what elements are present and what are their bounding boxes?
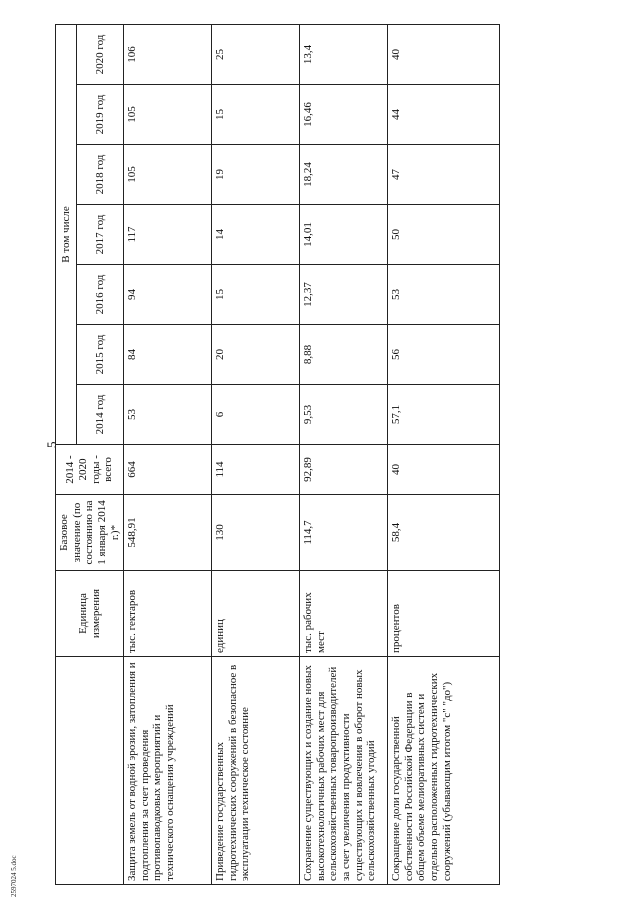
- year-value-cell: 40: [388, 25, 500, 85]
- header-year: 2018 год: [76, 145, 123, 205]
- base-value-cell: 548,91: [124, 495, 212, 571]
- year-value-cell: 18,24: [300, 145, 388, 205]
- year-value-cell: 47: [388, 145, 500, 205]
- year-value-cell: 25: [212, 25, 300, 85]
- year-value-cell: 53: [388, 265, 500, 325]
- base-value-cell: 58,4: [388, 495, 500, 571]
- header-year: 2017 год: [76, 205, 123, 265]
- year-value-cell: 105: [124, 85, 212, 145]
- header-year: 2020 год: [76, 25, 123, 85]
- indicator-cell: Приведение государственных гидротехнических сооружений в безопасное в эксплуатации техническое состояние: [212, 657, 300, 885]
- header-including: В том числе: [56, 25, 77, 445]
- year-value-cell: 8,88: [300, 325, 388, 385]
- year-value-cell: 19: [212, 145, 300, 205]
- table-row: [212, 25, 300, 885]
- header-year: 2016 год: [76, 265, 123, 325]
- base-value-cell: 114,7: [300, 495, 388, 571]
- header-unit: Единица измерения: [56, 571, 124, 657]
- table-row: [300, 25, 388, 885]
- year-value-cell: 15: [212, 85, 300, 145]
- total-cell: 664: [124, 445, 212, 495]
- year-value-cell: 9,53: [300, 385, 388, 445]
- total-cell: 114: [212, 445, 300, 495]
- header-indicator-empty: [56, 657, 124, 885]
- table-row: [388, 25, 500, 885]
- header-base-value: Базовое значение (по состоянию на 1 января 2014 г.)*: [56, 495, 124, 571]
- rotated-table-frame: [55, 25, 575, 885]
- footer-file-code: 2597024 5.doc: [10, 855, 18, 897]
- indicators-table: [55, 24, 500, 885]
- unit-cell: единиц: [212, 571, 300, 657]
- year-value-cell: 117: [124, 205, 212, 265]
- year-value-cell: 53: [124, 385, 212, 445]
- year-value-cell: 44: [388, 85, 500, 145]
- indicator-cell: Сохранение существующих и создание новых высокотехнологичных рабочих мест для сельскохозяйственных товаропроизводителей за счет увеличения продуктивности существующих и вовлечения в оборот новых сельскохозяйственных угодий: [300, 657, 388, 885]
- year-value-cell: 50: [388, 205, 500, 265]
- year-value-cell: 14,01: [300, 205, 388, 265]
- indicator-cell: Защита земель от водной эрозии, затопления и подтопления за счет проведения противопаводковых мероприятий и технического оснащения учреждений: [124, 657, 212, 885]
- year-value-cell: 56: [388, 325, 500, 385]
- year-value-cell: 6: [212, 385, 300, 445]
- unit-cell: процентов: [388, 571, 500, 657]
- unit-cell: тыс. гектаров: [124, 571, 212, 657]
- year-value-cell: 105: [124, 145, 212, 205]
- year-value-cell: 14: [212, 205, 300, 265]
- header-year: 2014 год: [76, 385, 123, 445]
- year-value-cell: 13,4: [300, 25, 388, 85]
- total-cell: 40: [388, 445, 500, 495]
- base-value-cell: 130: [212, 495, 300, 571]
- year-value-cell: 94: [124, 265, 212, 325]
- header-total: 2014 - 2020 годы - всего: [56, 445, 124, 495]
- year-value-cell: 20: [212, 325, 300, 385]
- indicator-cell: Сокращение доли государственной собственности Российской Федерации в общем объеме мелиоративных систем и отдельно расположенных гидротехнических сооружений (убывающим итогом "с" "до"): [388, 657, 500, 885]
- header-year: 2015 год: [76, 325, 123, 385]
- year-value-cell: 12,37: [300, 265, 388, 325]
- year-value-cell: 16,46: [300, 85, 388, 145]
- year-value-cell: 106: [124, 25, 212, 85]
- header-year: 2019 год: [76, 85, 123, 145]
- year-value-cell: 15: [212, 265, 300, 325]
- year-value-cell: 57,1: [388, 385, 500, 445]
- unit-cell: тыс. рабочих мест: [300, 571, 388, 657]
- page-number: 5: [44, 441, 59, 448]
- total-cell: 92,89: [300, 445, 388, 495]
- year-value-cell: 84: [124, 325, 212, 385]
- table-row: [124, 25, 212, 885]
